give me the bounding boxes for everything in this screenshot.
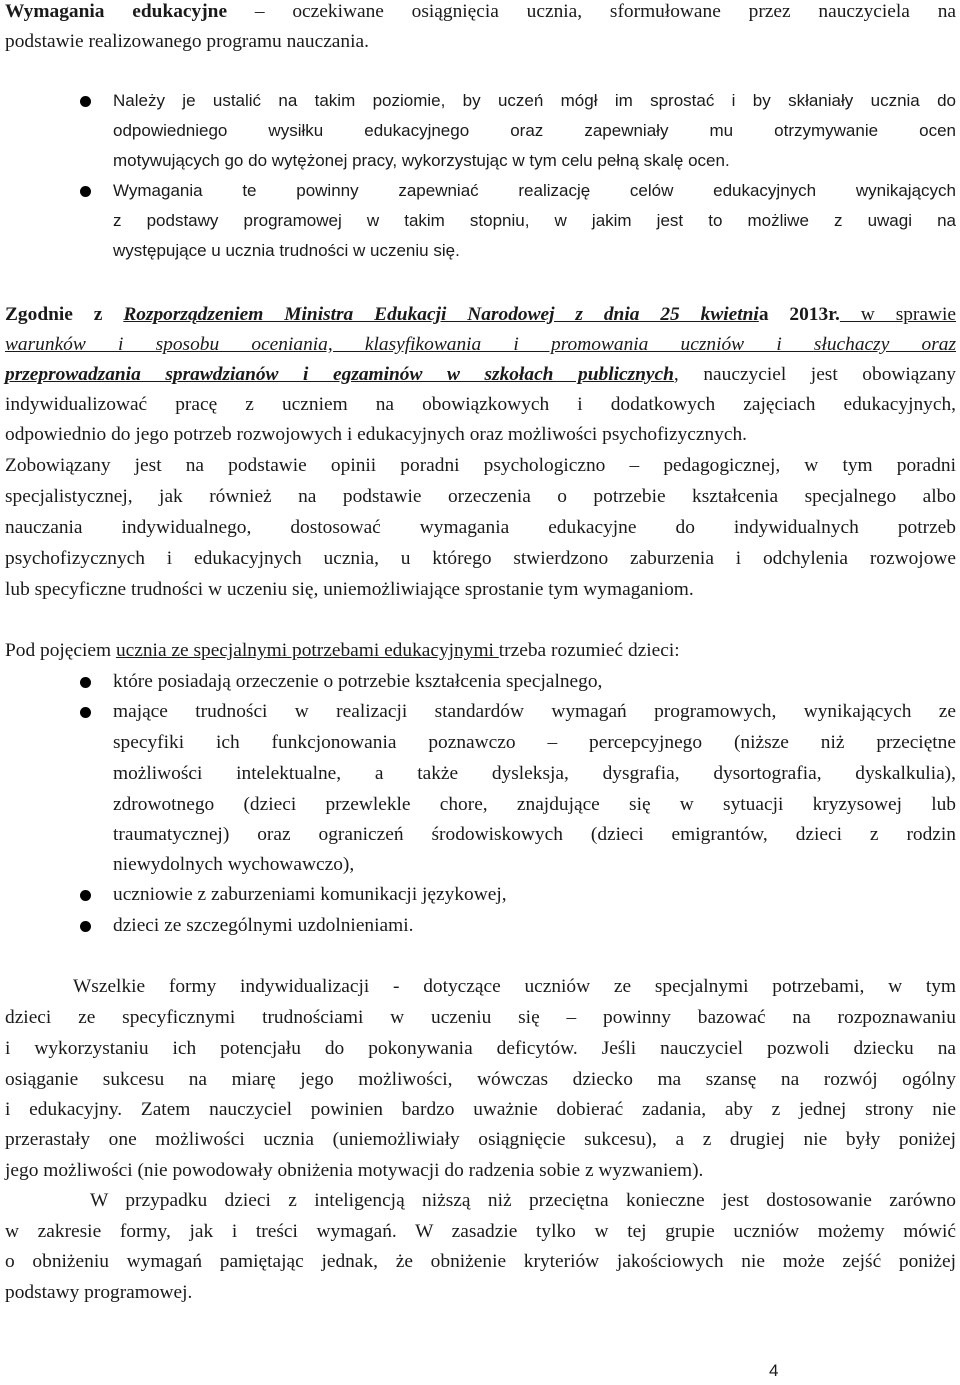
forms-line-7: jego możliwości (nie powodowały obniżenia motywacji do radzenia sobie z wyzwaniem). bbox=[5, 1160, 704, 1181]
bullet1-a-line-2: odpowiedniego wysiłku edukacyjnego oraz zapewniały mu otrzymywanie ocen bbox=[113, 121, 956, 140]
bullet-icon bbox=[80, 890, 91, 901]
regulation-text: , nauczyciel jest obowiązany bbox=[673, 364, 956, 385]
regulation-rest: w sprawie bbox=[839, 304, 956, 325]
page-number: 4 bbox=[769, 1361, 779, 1380]
regulation-line-5: odpowiednio do jego potrzeb rozwojowych i edukacyjnych oraz możliwości psychofizycznych. bbox=[5, 424, 748, 445]
special-needs-intro bbox=[5, 636, 956, 666]
special-needs-item-2-line-6: niewydolnych wychowawczo), bbox=[113, 854, 355, 875]
bullet-icon bbox=[80, 677, 91, 688]
intro-text: – oczekiwane osiągnięcia ucznia, sformułowane przez nauczyciela na bbox=[227, 1, 956, 22]
special-needs-item-2-line-1: mające trudności w realizacji standardów wymagań programowych, wynikających ze bbox=[113, 701, 956, 722]
regulation-line-4: indywidualizować pracę z uczniem na obowiązkowych i dodatkowych zajęciach edukacyjnych, bbox=[5, 394, 956, 415]
special-needs-term: ucznia ze specjalnymi potrzebami edukacyjnymi bbox=[115, 640, 499, 661]
bullet-icon bbox=[80, 96, 91, 107]
bullet-icon bbox=[80, 707, 91, 718]
special-needs-item-4: dzieci ze szczególnymi uzdolnieniami. bbox=[113, 915, 414, 936]
special-needs-item-2-line-5: traumatycznej) oraz ograniczeń środowiskowych (dzieci emigrantów, dzieci z rodzin bbox=[113, 824, 956, 845]
special-needs-item-2-line-2: specyfiki ich funkcjonowania poznawczo – percepcyjnego (niższe niż przeciętne bbox=[113, 732, 956, 753]
regulation-line-7: specjalistycznej, jak również na podstawie orzeczenia o potrzebie kształcenia specjalnego albo bbox=[5, 486, 956, 507]
regulation-line-9: psychofizycznych i edukacyjnych ucznia, u którego stwierdzono zaburzenia i odchylenia rozwojowe bbox=[5, 548, 956, 569]
intro-line-2: podstawie realizowanego programu nauczania. bbox=[5, 31, 369, 52]
forms-line-4: osiąganie sukcesu na miarę jego możliwości, wówczas dziecko ma szansę na rozwój ogólny bbox=[5, 1069, 956, 1090]
intel-line-3: o obniżeniu wymagań pamiętając jednak, że obniżenie kryteriów jakościowych nie może zejść poniżej bbox=[5, 1251, 956, 1272]
regulation-line-6: Zobowiązany jest na podstawie opinii poradni psychologiczno – pedagogicznej, w tym poradni bbox=[5, 455, 956, 476]
bullet1-b-line-3: występujące u ucznia trudności w uczeniu się. bbox=[113, 241, 460, 260]
special-needs-suffix: trzeba rozumieć dzieci: bbox=[498, 640, 680, 661]
intro-line-1 bbox=[5, 0, 956, 27]
regulation-title: Rozporządzeniem Ministra Edukacji Narodowej z dnia 25 kwietni bbox=[123, 304, 759, 325]
bullet1-b-line-2: z podstawy programowej w takim stopniu, w jakim jest to możliwe z uwagi na bbox=[113, 211, 956, 230]
special-needs-item-2-line-4: zdrowotnego (dzieci przewlekle chore, znajdujące się w sytuacji kryzysowej lub bbox=[113, 794, 956, 815]
regulation-date: a 2013r. bbox=[758, 304, 840, 325]
special-needs-item-3: uczniowie z zaburzeniami komunikacji językowej, bbox=[113, 884, 507, 905]
regulation-prefix: Zgodnie z bbox=[5, 304, 124, 325]
intel-line-4: podstawy programowej. bbox=[5, 1282, 193, 1303]
special-needs-item-1: które posiadają orzeczenie o potrzebie kształcenia specjalnego, bbox=[113, 671, 603, 692]
bullet1-a-line-3: motywujących go do wytężonej pracy, wykorzystując w tym celu pełną skalę ocen. bbox=[113, 151, 730, 170]
regulation-line-3 bbox=[5, 360, 956, 390]
forms-line-1: Wszelkie formy indywidualizacji - dotyczące uczniów ze specjalnymi potrzebami, w tym bbox=[73, 976, 956, 997]
intro-term: Wymagania edukacyjne bbox=[5, 1, 228, 22]
special-needs-item-2-line-3: możliwości intelektualne, a także dysleksja, dysgrafia, dysortografia, dyskalkulia), bbox=[113, 763, 956, 784]
bullet1-a-line-1: Należy je ustalić na takim poziomie, by uczeń mógł im sprostać i by skłaniały ucznia do bbox=[113, 91, 956, 110]
regulation-line-2: warunków i sposobu oceniania, klasyfikowania i promowania uczniów i słuchaczy oraz bbox=[5, 334, 956, 355]
forms-line-3: i wykorzystaniu ich potencjału do pokonywania deficytów. Jeśli nauczyciel pozwoli dziecku na bbox=[5, 1038, 956, 1059]
regulation-line-8: nauczania indywidualnego, dostosować wymagania edukacyjne do indywidualnych potrzeb bbox=[5, 517, 956, 538]
regulation-subtitle: przeprowadzania sprawdzianów i egzaminów w szkołach publicznych bbox=[5, 364, 674, 385]
forms-line-6: przerastały one możliwości ucznia (uniemożliwiały osiągnięcie sukcesu), a z drugiej nie były poniżej bbox=[5, 1129, 956, 1150]
regulation-line-10: lub specyficzne trudności w uczeniu się, uniemożliwiające sprostanie tym wymaganiom. bbox=[5, 579, 694, 600]
bullet-icon bbox=[80, 186, 91, 197]
special-needs-prefix: Pod pojęciem bbox=[5, 640, 116, 661]
intel-line-1: W przypadku dzieci z inteligencją niższą niż przeciętna konieczne jest dostosowanie zarówno bbox=[90, 1190, 956, 1211]
forms-line-5: i edukacyjny. Zatem nauczyciel powinien bardzo uważnie dobierać zadania, aby z jednej strony nie bbox=[5, 1099, 956, 1120]
intel-line-2: w zakresie formy, jak i treści wymagań. W zasadzie tylko w tej grupie uczniów możemy mówić bbox=[5, 1221, 956, 1242]
regulation-line-1 bbox=[5, 300, 956, 330]
forms-line-2: dzieci ze specyficznymi trudnościami w uczeniu się – powinny bazować na rozpoznawaniu bbox=[5, 1007, 956, 1028]
bullet1-b-line-1: Wymagania te powinny zapewniać realizację celów edukacyjnych wynikających bbox=[113, 181, 956, 200]
bullet-icon bbox=[80, 921, 91, 932]
